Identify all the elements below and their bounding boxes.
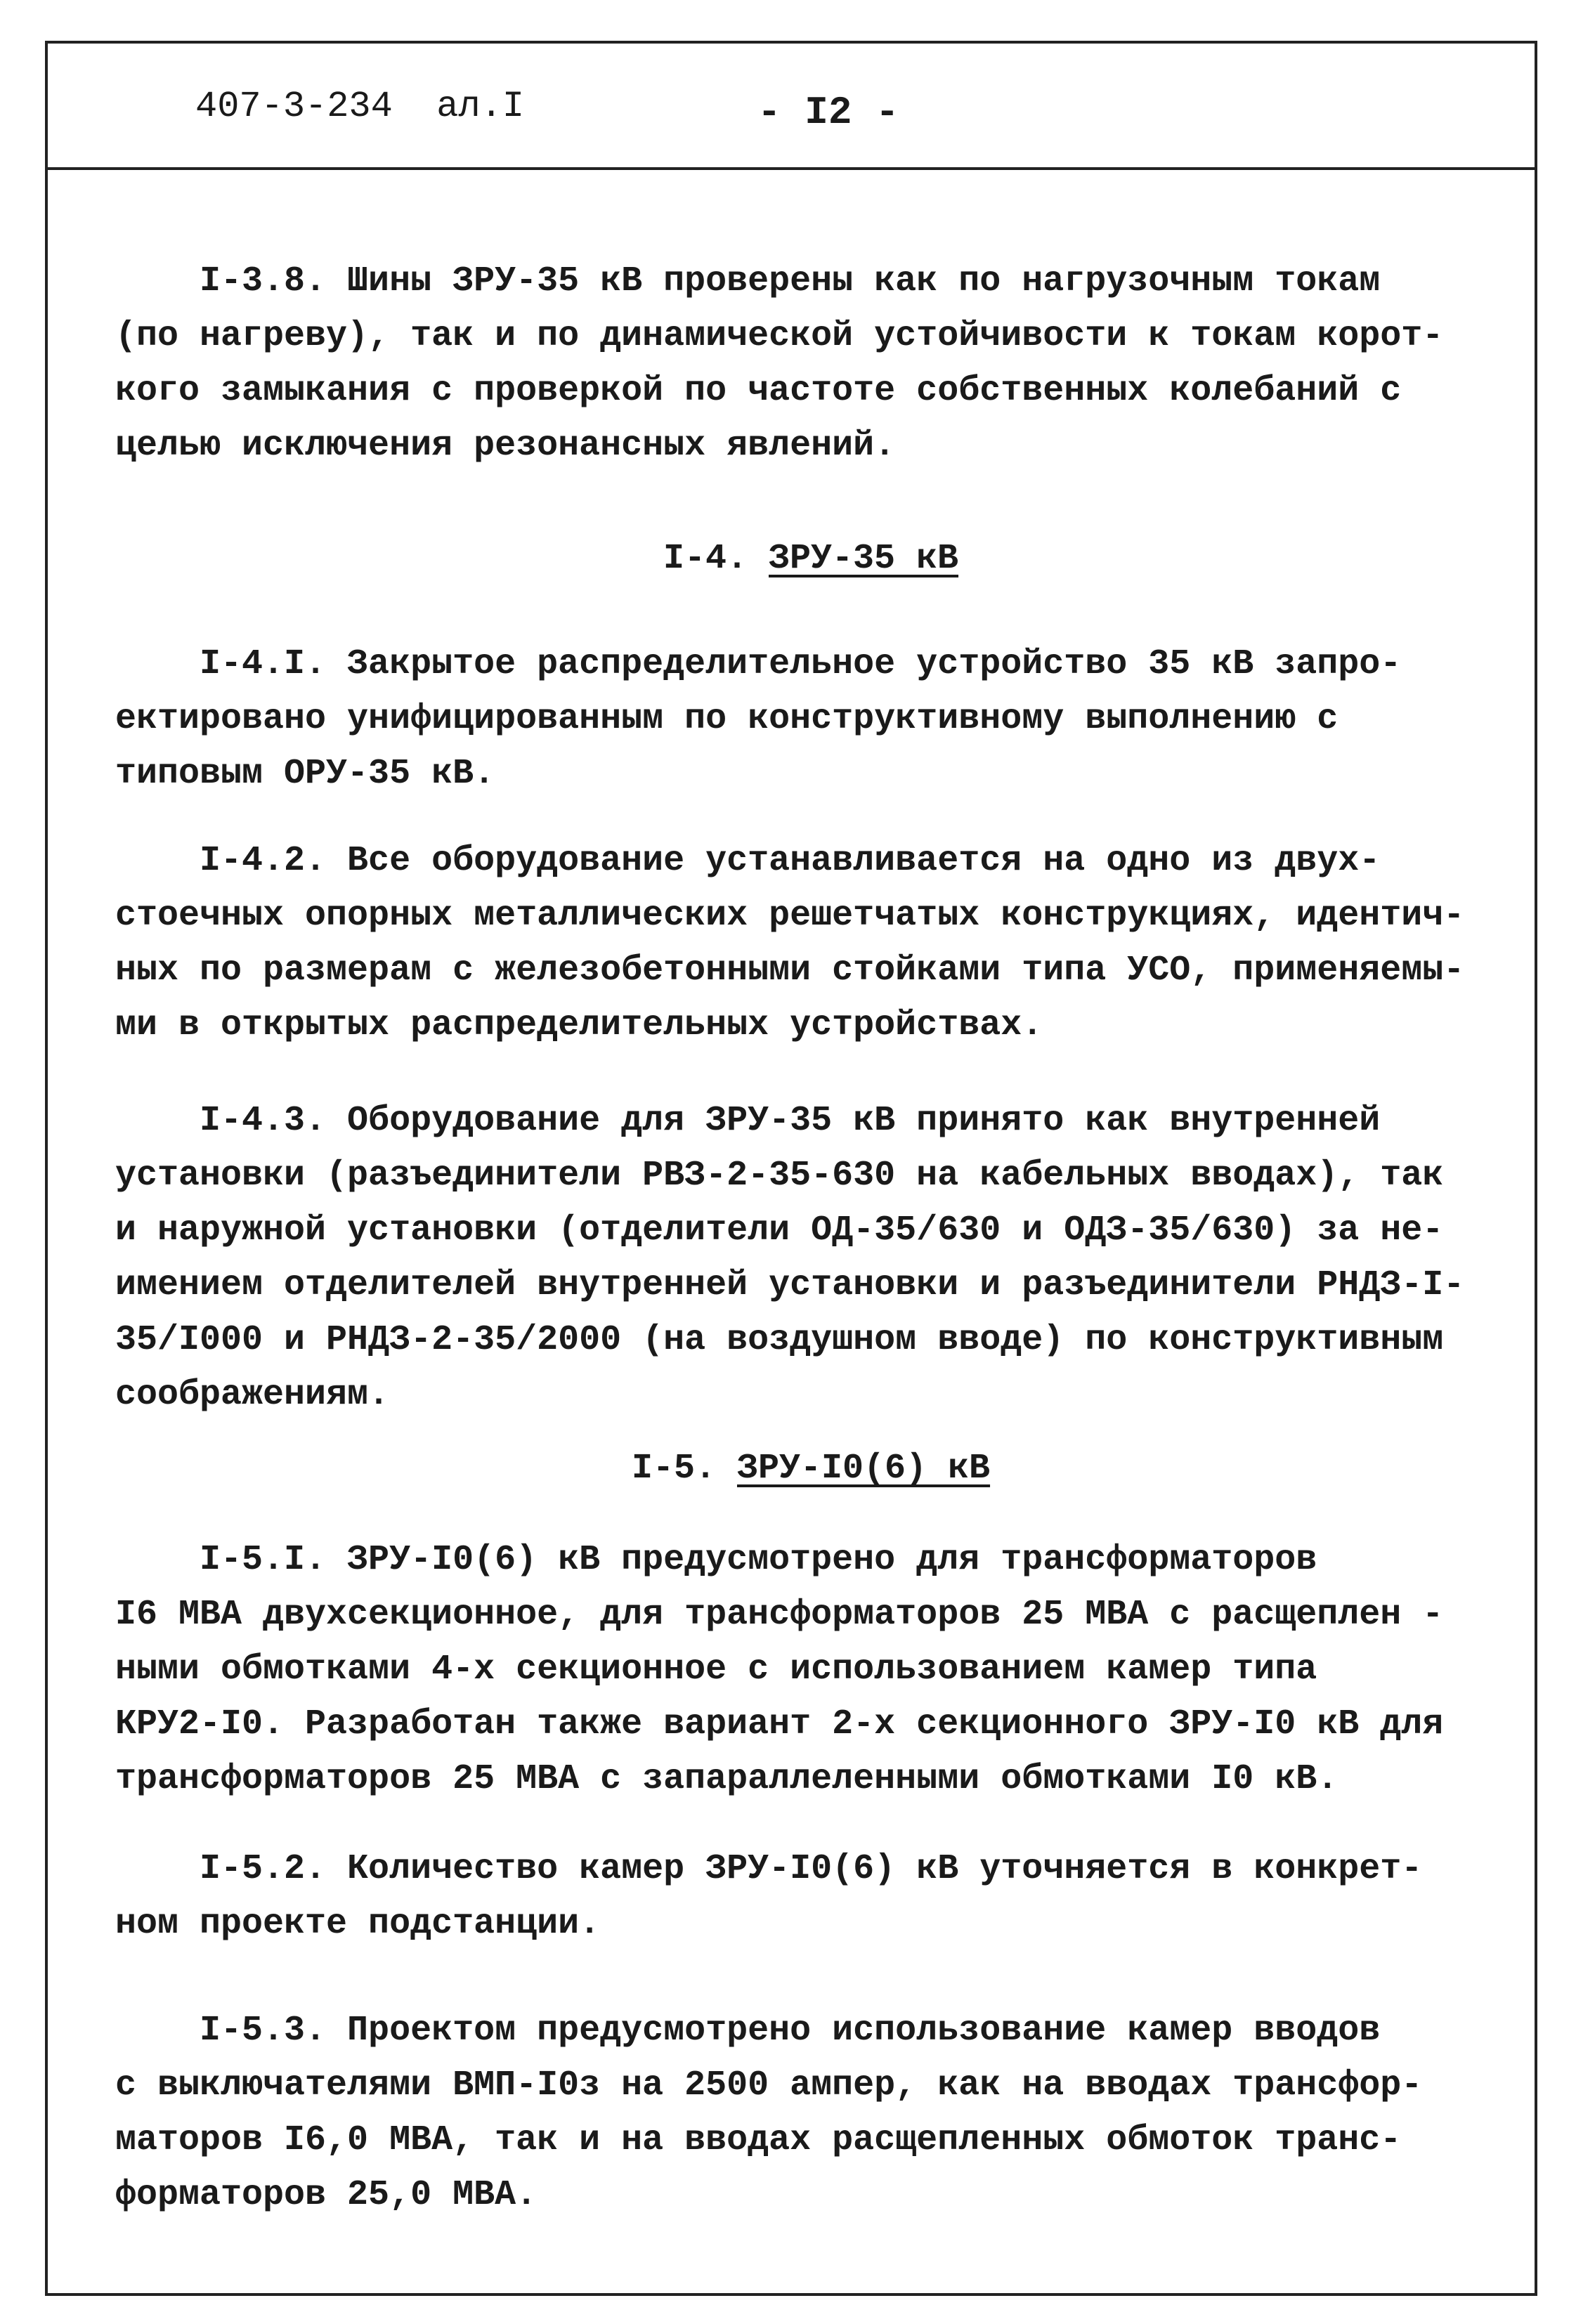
text-line: форматоров 25,0 МВА. (115, 2175, 538, 2215)
text-line: I-4.3. Оборудование для ЗРУ-35 кВ принято как внутренней (115, 1101, 1381, 1141)
heading-title: ЗРУ-I0(6) кВ (736, 1449, 991, 1489)
page-header (48, 44, 1535, 170)
heading-number: I-4. (663, 539, 769, 579)
text-line: соображениям. (115, 1375, 390, 1415)
text-line: типовым ОРУ-35 кВ. (115, 754, 495, 794)
text-line: имением отделителей внутренней установки и разъединители РНДЗ-I- (115, 1265, 1465, 1305)
paragraph-1-5-2 (115, 1842, 1506, 1952)
heading-title: ЗРУ-35 кВ (768, 539, 959, 579)
section-heading-1-4 (115, 532, 1506, 587)
paragraph-1-5-1 (115, 1533, 1506, 1807)
text-line: 35/I000 и РНДЗ-2-35/2000 (на воздушном вводе) по конструктивным (115, 1320, 1444, 1360)
text-line: КРУ2-I0. Разработан также вариант 2-х секционного ЗРУ-I0 кВ для (115, 1704, 1444, 1744)
text-line: ными обмотками 4-х секционное с использованием камер типа (115, 1650, 1317, 1690)
text-line: ном проекте подстанции. (115, 1904, 601, 1944)
paragraph-1-4-3 (115, 1094, 1506, 1423)
text-line: I-5.2. Количество камер ЗРУ-I0(6) кВ уточняется в конкрет- (115, 1849, 1423, 1889)
text-line: маторов I6,0 МВА, так и на вводах расщепленных обмоток транс- (115, 2120, 1402, 2160)
text-line: и наружной установки (отделители ОД-35/630 и ОДЗ-35/630) за не- (115, 1210, 1444, 1251)
page-number: - I2 - (757, 90, 899, 135)
text-line: установки (разъединители РВЗ-2-35-630 на кабельных вводах), так (115, 1156, 1444, 1196)
paragraph-1-4-2 (115, 834, 1506, 1053)
paragraph-1-4-1 (115, 637, 1506, 802)
text-line: стоечных опорных металлических решетчатых конструкциях, идентич- (115, 896, 1465, 936)
text-line: трансформаторов 25 МВА с запараллеленными обмотками I0 кВ. (115, 1759, 1339, 1799)
text-line: ектировано унифицированным по конструктивному выполнению с (115, 699, 1339, 739)
text-line: кого замыкания с проверкой по частоте собственных колебаний с (115, 371, 1402, 411)
heading-number: I-5. (631, 1449, 737, 1489)
text-line: I-3.8. Шины ЗРУ-35 кВ проверены как по нагрузочным токам (115, 261, 1381, 301)
text-line: ных по размерам с железобетонными стойками типа УСО, применяемы- (115, 951, 1465, 991)
section-heading-1-5 (115, 1442, 1506, 1496)
text-line: (по нагреву), так и по динамической устойчивости к токам корот- (115, 316, 1444, 356)
text-line: I6 МВА двухсекционное, для трансформаторов 25 МВА с расщеплен - (115, 1595, 1444, 1635)
text-line: I-4.I. Закрытое распределительное устройство 35 кВ запро- (115, 644, 1402, 684)
text-line: I-5.I. ЗРУ-I0(6) кВ предусмотрено для трансформаторов (115, 1540, 1317, 1580)
document-code: 407-3-234 ал.I (195, 86, 525, 127)
text-line: ми в открытых распределительных устройствах. (115, 1005, 1043, 1045)
text-line: с выключателями ВМП-I0з на 2500 ампер, как на вводах трансфор- (115, 2065, 1423, 2106)
text-line: I-4.2. Все оборудование устанавливается на одно из двух- (115, 841, 1381, 881)
paragraph-1-5-3 (115, 2004, 1506, 2223)
page-frame (45, 41, 1537, 2296)
text-line: I-5.3. Проектом предусмотрено использование камер вводов (115, 2011, 1381, 2051)
text-line: целью исключения резонансных явлений. (115, 426, 896, 466)
paragraph-1-3-8 (115, 254, 1506, 474)
